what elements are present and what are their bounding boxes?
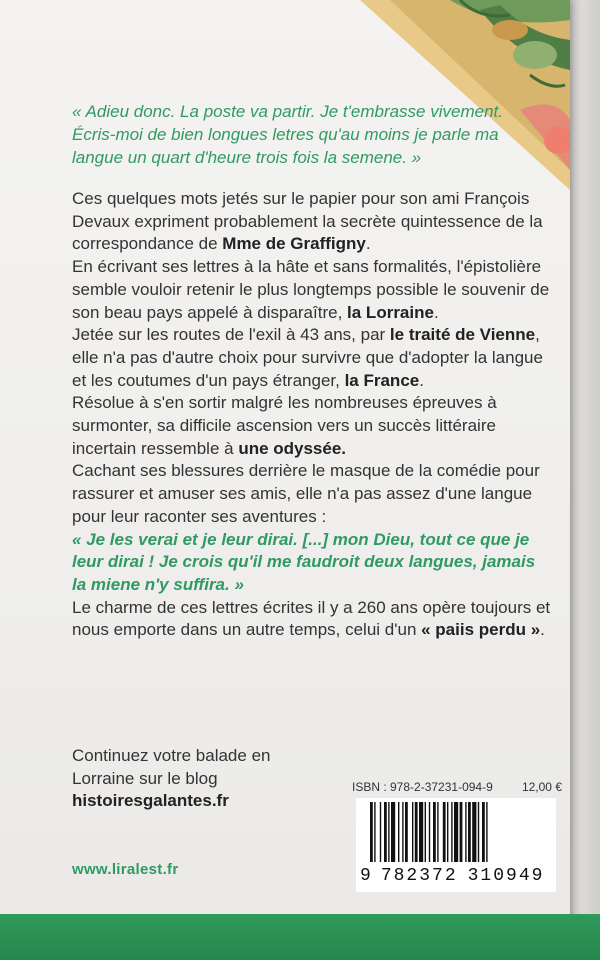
description-text [72, 188, 552, 642]
price: 12,00 € [521, 780, 562, 794]
bottom-green-band [0, 914, 600, 960]
author-name: Mme de Graffigny [222, 234, 366, 254]
inner-quote: « Je les verai et je leur dirai. [...] mon Dieu, tout ce que je leur dirai ! Je crois qu'il me faudroit deux langues, jamais la miene n'y suffira. » [72, 529, 536, 594]
page-edge [570, 0, 600, 960]
isbn-price-row [352, 780, 562, 794]
paragraph-3: Jetée sur les routes de l'exil à 43 ans, par le traité de Vienne, elle n'a pas d'autre choix pour survivre que d'adopter la langue et les coutumes d'un pays étranger, la France. [72, 325, 543, 390]
paragraph-1: Ces quelques mots jetés sur le papier pour son ami François Devaux expriment probablement la secrète quintessence de la correspondance de Mme de Graffigny. [72, 189, 543, 254]
blog-url: histoiresgalantes.fr [72, 791, 229, 810]
paragraph-4: Résolue à s'en sortir malgré les nombreuses épreuves à surmonter, sa difficile ascension vers un succès littéraire incertain ressemble à une odyssée. [72, 393, 497, 458]
publisher-website: www.liralest.fr [72, 861, 179, 878]
blog-text: Continuez votre balade en Lorraine sur le blog [72, 746, 271, 788]
barcode-digits: 9 782372 310949 [356, 862, 556, 890]
isbn-number: ISBN : 978-2-37231-094-9 [352, 780, 493, 794]
treaty-name: le traité de Vienne [389, 325, 536, 345]
country-name: la France [344, 370, 420, 390]
region-name: la Lorraine [347, 302, 434, 322]
blog-promo [72, 745, 332, 813]
paragraph-5: Cachant ses blessures derrière le masque de la comédie pour rassurer et amuser ses amis, elle n'a pas assez d'une langue pour leur raconter ses aventures : [72, 461, 540, 526]
paragraph-7: Le charme de ces lettres écrites il y a 260 ans opère toujours et nous emporte dans un autre temps, celui d'un « paiis perdu ». [72, 597, 551, 640]
lost-country-phrase: « paiis perdu » [421, 620, 541, 640]
odyssey-emphasis: une odyssée. [238, 438, 347, 458]
paragraph-2: En écrivant ses lettres à la hâte et sans formalités, l'épistolière semble vouloir retenir le plus longtemps possible le souvenir de son beau pays appelé à disparaître, la Lorraine. [72, 257, 550, 322]
opening-quote: « Adieu donc. La poste va partir. Je t'embrasse vivement. Écris-moi de bien longues letres qu'au moins je parle ma langue un quart d'heure trois fois la semene. » [72, 102, 503, 167]
